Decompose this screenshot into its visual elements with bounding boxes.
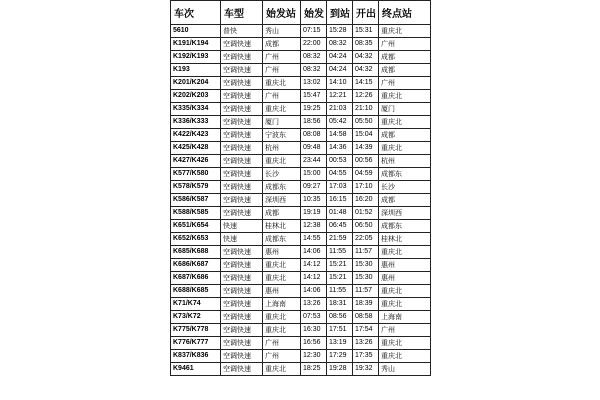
header-origin-station: 始发站 <box>263 1 301 25</box>
cell-train-number: K427/K426 <box>171 155 221 168</box>
cell-train-type: 空调快速 <box>221 142 263 155</box>
cell-destination-station: 成都 <box>379 194 431 207</box>
table-row <box>171 337 431 350</box>
cell-arrival-time: 05:42 <box>327 116 353 129</box>
cell-destination-station: 重庆北 <box>379 350 431 363</box>
cell-leave-time: 11:57 <box>353 246 379 259</box>
cell-train-type: 空调快速 <box>221 337 263 350</box>
cell-departure-time: 19:25 <box>301 103 327 116</box>
table-row <box>171 220 431 233</box>
cell-destination-station: 杭州 <box>379 155 431 168</box>
cell-departure-time: 14:06 <box>301 246 327 259</box>
table-body <box>171 25 431 376</box>
cell-train-type: 空调快速 <box>221 246 263 259</box>
cell-train-number: K191/K194 <box>171 38 221 51</box>
cell-arrival-time: 12:21 <box>327 90 353 103</box>
cell-destination-station: 重庆北 <box>379 116 431 129</box>
cell-arrival-time: 04:24 <box>327 64 353 77</box>
cell-train-type: 空调快速 <box>221 129 263 142</box>
cell-arrival-time: 15:21 <box>327 259 353 272</box>
table-row <box>171 168 431 181</box>
cell-departure-time: 13:26 <box>301 298 327 311</box>
cell-origin-station: 长沙 <box>263 168 301 181</box>
cell-train-type: 空调快速 <box>221 103 263 116</box>
cell-leave-time: 17:54 <box>353 324 379 337</box>
cell-train-number: K9461 <box>171 363 221 376</box>
cell-arrival-time: 17:03 <box>327 181 353 194</box>
cell-departure-time: 10:35 <box>301 194 327 207</box>
header-destination-station: 终点站 <box>379 1 431 25</box>
cell-train-type: 空调快速 <box>221 363 263 376</box>
cell-origin-station: 成都东 <box>263 181 301 194</box>
cell-arrival-time: 18:31 <box>327 298 353 311</box>
cell-leave-time: 15:04 <box>353 129 379 142</box>
table-row <box>171 64 431 77</box>
cell-destination-station: 长沙 <box>379 181 431 194</box>
cell-train-number: K73/K72 <box>171 311 221 324</box>
cell-train-number: K687/K686 <box>171 272 221 285</box>
cell-leave-time: 17:35 <box>353 350 379 363</box>
cell-train-number: K586/K587 <box>171 194 221 207</box>
cell-origin-station: 宁波东 <box>263 129 301 142</box>
cell-train-number: K425/K428 <box>171 142 221 155</box>
cell-train-number: K775/K778 <box>171 324 221 337</box>
cell-destination-station: 深圳西 <box>379 207 431 220</box>
table-row <box>171 90 431 103</box>
table-header <box>171 1 431 25</box>
cell-destination-station: 重庆北 <box>379 25 431 38</box>
table-row <box>171 51 431 64</box>
cell-train-type: 空调快速 <box>221 90 263 103</box>
cell-origin-station: 深圳西 <box>263 194 301 207</box>
cell-origin-station: 桂林北 <box>263 220 301 233</box>
cell-departure-time: 22:00 <box>301 38 327 51</box>
table-row <box>171 129 431 142</box>
cell-destination-station: 桂林北 <box>379 233 431 246</box>
header-train-number: 车次 <box>171 1 221 25</box>
cell-origin-station: 广州 <box>263 64 301 77</box>
cell-train-number: K688/K685 <box>171 285 221 298</box>
cell-leave-time: 15:30 <box>353 272 379 285</box>
cell-destination-station: 重庆北 <box>379 90 431 103</box>
cell-train-type: 空调快速 <box>221 259 263 272</box>
cell-leave-time: 15:30 <box>353 259 379 272</box>
cell-leave-time: 08:58 <box>353 311 379 324</box>
cell-train-number: K837/K836 <box>171 350 221 363</box>
cell-train-type: 空调快速 <box>221 181 263 194</box>
cell-origin-station: 广州 <box>263 90 301 103</box>
cell-leave-time: 15:31 <box>353 25 379 38</box>
cell-origin-station: 重庆北 <box>263 363 301 376</box>
cell-arrival-time: 11:55 <box>327 285 353 298</box>
cell-destination-station: 广州 <box>379 38 431 51</box>
cell-departure-time: 14:12 <box>301 259 327 272</box>
cell-departure-time: 14:12 <box>301 272 327 285</box>
cell-departure-time: 12:30 <box>301 350 327 363</box>
cell-train-number: K422/K423 <box>171 129 221 142</box>
table-row <box>171 194 431 207</box>
cell-leave-time: 13:26 <box>353 337 379 350</box>
cell-train-type: 空调快速 <box>221 77 263 90</box>
table-row <box>171 38 431 51</box>
cell-train-number: K336/K333 <box>171 116 221 129</box>
cell-leave-time: 21:10 <box>353 103 379 116</box>
cell-origin-station: 重庆北 <box>263 259 301 272</box>
cell-departure-time: 12:38 <box>301 220 327 233</box>
table-row <box>171 103 431 116</box>
cell-train-number: K577/K580 <box>171 168 221 181</box>
cell-leave-time: 16:20 <box>353 194 379 207</box>
cell-origin-station: 成都 <box>263 38 301 51</box>
train-timetable <box>170 0 431 376</box>
cell-train-number: K776/K777 <box>171 337 221 350</box>
cell-train-type: 空调快速 <box>221 38 263 51</box>
table-row <box>171 233 431 246</box>
cell-train-type: 空调快速 <box>221 324 263 337</box>
table-row <box>171 311 431 324</box>
cell-departure-time: 16:56 <box>301 337 327 350</box>
cell-origin-station: 重庆北 <box>263 155 301 168</box>
cell-destination-station: 秀山 <box>379 363 431 376</box>
table-row <box>171 259 431 272</box>
cell-train-type: 空调快速 <box>221 116 263 129</box>
cell-arrival-time: 04:55 <box>327 168 353 181</box>
cell-train-number: K578/K579 <box>171 181 221 194</box>
cell-train-type: 快速 <box>221 220 263 233</box>
table-row <box>171 298 431 311</box>
cell-train-number: K193 <box>171 64 221 77</box>
cell-origin-station: 重庆北 <box>263 103 301 116</box>
cell-destination-station: 惠州 <box>379 272 431 285</box>
cell-arrival-time: 00:53 <box>327 155 353 168</box>
cell-train-type: 空调快速 <box>221 194 263 207</box>
cell-train-number: K201/K204 <box>171 77 221 90</box>
cell-destination-station: 成都 <box>379 129 431 142</box>
cell-destination-station: 成都东 <box>379 168 431 181</box>
cell-leave-time: 14:39 <box>353 142 379 155</box>
cell-origin-station: 重庆北 <box>263 311 301 324</box>
cell-departure-time: 18:25 <box>301 363 327 376</box>
cell-origin-station: 广州 <box>263 350 301 363</box>
table-row <box>171 363 431 376</box>
cell-origin-station: 广州 <box>263 337 301 350</box>
cell-departure-time: 08:08 <box>301 129 327 142</box>
table-row <box>171 181 431 194</box>
cell-origin-station: 重庆北 <box>263 324 301 337</box>
cell-train-type: 空调快速 <box>221 155 263 168</box>
header-row <box>171 1 431 25</box>
cell-arrival-time: 16:15 <box>327 194 353 207</box>
cell-departure-time: 08:32 <box>301 51 327 64</box>
cell-departure-time: 08:32 <box>301 64 327 77</box>
cell-destination-station: 成都 <box>379 51 431 64</box>
cell-arrival-time: 21:59 <box>327 233 353 246</box>
cell-train-number: K202/K203 <box>171 90 221 103</box>
cell-departure-time: 15:00 <box>301 168 327 181</box>
cell-arrival-time: 15:28 <box>327 25 353 38</box>
cell-train-type: 空调快速 <box>221 64 263 77</box>
cell-origin-station: 上海南 <box>263 298 301 311</box>
cell-origin-station: 重庆北 <box>263 272 301 285</box>
table-row <box>171 324 431 337</box>
table-row <box>171 116 431 129</box>
table-row <box>171 25 431 38</box>
cell-train-type: 空调快速 <box>221 168 263 181</box>
cell-departure-time: 07:53 <box>301 311 327 324</box>
cell-leave-time: 17:10 <box>353 181 379 194</box>
cell-destination-station: 广州 <box>379 324 431 337</box>
cell-arrival-time: 14:58 <box>327 129 353 142</box>
cell-origin-station: 成都 <box>263 207 301 220</box>
cell-arrival-time: 17:51 <box>327 324 353 337</box>
cell-origin-station: 重庆北 <box>263 77 301 90</box>
cell-departure-time: 14:06 <box>301 285 327 298</box>
cell-train-type: 空调快速 <box>221 285 263 298</box>
table-row <box>171 155 431 168</box>
cell-train-number: 5610 <box>171 25 221 38</box>
cell-arrival-time: 04:24 <box>327 51 353 64</box>
cell-departure-time: 15:47 <box>301 90 327 103</box>
cell-train-type: 空调快速 <box>221 311 263 324</box>
cell-arrival-time: 15:21 <box>327 272 353 285</box>
cell-destination-station: 重庆北 <box>379 246 431 259</box>
cell-train-number: K71/K74 <box>171 298 221 311</box>
cell-departure-time: 16:30 <box>301 324 327 337</box>
cell-leave-time: 14:15 <box>353 77 379 90</box>
cell-departure-time: 18:56 <box>301 116 327 129</box>
cell-origin-station: 杭州 <box>263 142 301 155</box>
cell-arrival-time: 08:32 <box>327 38 353 51</box>
cell-arrival-time: 19:28 <box>327 363 353 376</box>
cell-departure-time: 07:15 <box>301 25 327 38</box>
cell-departure-time: 13:02 <box>301 77 327 90</box>
cell-origin-station: 厦门 <box>263 116 301 129</box>
cell-destination-station: 成都东 <box>379 220 431 233</box>
cell-arrival-time: 06:45 <box>327 220 353 233</box>
table-row <box>171 350 431 363</box>
cell-arrival-time: 14:10 <box>327 77 353 90</box>
table-row <box>171 285 431 298</box>
table-row <box>171 207 431 220</box>
cell-destination-station: 惠州 <box>379 259 431 272</box>
cell-train-number: K335/K334 <box>171 103 221 116</box>
cell-arrival-time: 13:19 <box>327 337 353 350</box>
cell-leave-time: 04:59 <box>353 168 379 181</box>
cell-train-type: 普快 <box>221 25 263 38</box>
cell-train-number: K686/K687 <box>171 259 221 272</box>
cell-leave-time: 08:35 <box>353 38 379 51</box>
cell-departure-time: 14:55 <box>301 233 327 246</box>
cell-departure-time: 09:48 <box>301 142 327 155</box>
cell-arrival-time: 01:48 <box>327 207 353 220</box>
cell-departure-time: 23:44 <box>301 155 327 168</box>
table-row <box>171 77 431 90</box>
cell-arrival-time: 21:03 <box>327 103 353 116</box>
cell-arrival-time: 08:56 <box>327 311 353 324</box>
cell-origin-station: 广州 <box>263 51 301 64</box>
cell-train-type: 空调快速 <box>221 51 263 64</box>
cell-train-type: 快速 <box>221 233 263 246</box>
cell-train-number: K192/K193 <box>171 51 221 64</box>
table-row <box>171 142 431 155</box>
cell-destination-station: 广州 <box>379 77 431 90</box>
header-leave-time: 开出 <box>353 1 379 25</box>
cell-origin-station: 惠州 <box>263 285 301 298</box>
header-train-type: 车型 <box>221 1 263 25</box>
table-row <box>171 246 431 259</box>
cell-train-number: K652/K653 <box>171 233 221 246</box>
cell-departure-time: 19:19 <box>301 207 327 220</box>
cell-destination-station: 上海南 <box>379 311 431 324</box>
cell-train-number: K685/K688 <box>171 246 221 259</box>
table-row <box>171 272 431 285</box>
cell-train-type: 空调快速 <box>221 350 263 363</box>
cell-leave-time: 06:50 <box>353 220 379 233</box>
cell-train-type: 空调快速 <box>221 272 263 285</box>
cell-leave-time: 19:32 <box>353 363 379 376</box>
cell-leave-time: 18:39 <box>353 298 379 311</box>
cell-leave-time: 04:32 <box>353 64 379 77</box>
cell-leave-time: 12:26 <box>353 90 379 103</box>
cell-leave-time: 05:50 <box>353 116 379 129</box>
cell-destination-station: 重庆北 <box>379 337 431 350</box>
cell-leave-time: 11:57 <box>353 285 379 298</box>
cell-leave-time: 01:52 <box>353 207 379 220</box>
cell-origin-station: 成都东 <box>263 233 301 246</box>
cell-destination-station: 重庆北 <box>379 285 431 298</box>
cell-arrival-time: 17:29 <box>327 350 353 363</box>
cell-arrival-time: 14:36 <box>327 142 353 155</box>
cell-origin-station: 惠州 <box>263 246 301 259</box>
cell-arrival-time: 11:55 <box>327 246 353 259</box>
header-departure-time: 始发 <box>301 1 327 25</box>
header-arrival-time: 到站 <box>327 1 353 25</box>
cell-train-number: K588/K585 <box>171 207 221 220</box>
cell-destination-station: 重庆北 <box>379 142 431 155</box>
cell-destination-station: 成都 <box>379 64 431 77</box>
cell-leave-time: 04:32 <box>353 51 379 64</box>
cell-leave-time: 00:56 <box>353 155 379 168</box>
cell-train-type: 空调快速 <box>221 298 263 311</box>
cell-destination-station: 厦门 <box>379 103 431 116</box>
cell-origin-station: 秀山 <box>263 25 301 38</box>
cell-train-number: K651/K654 <box>171 220 221 233</box>
cell-destination-station: 重庆北 <box>379 298 431 311</box>
cell-leave-time: 22:05 <box>353 233 379 246</box>
cell-train-type: 空调快速 <box>221 207 263 220</box>
cell-departure-time: 09:27 <box>301 181 327 194</box>
